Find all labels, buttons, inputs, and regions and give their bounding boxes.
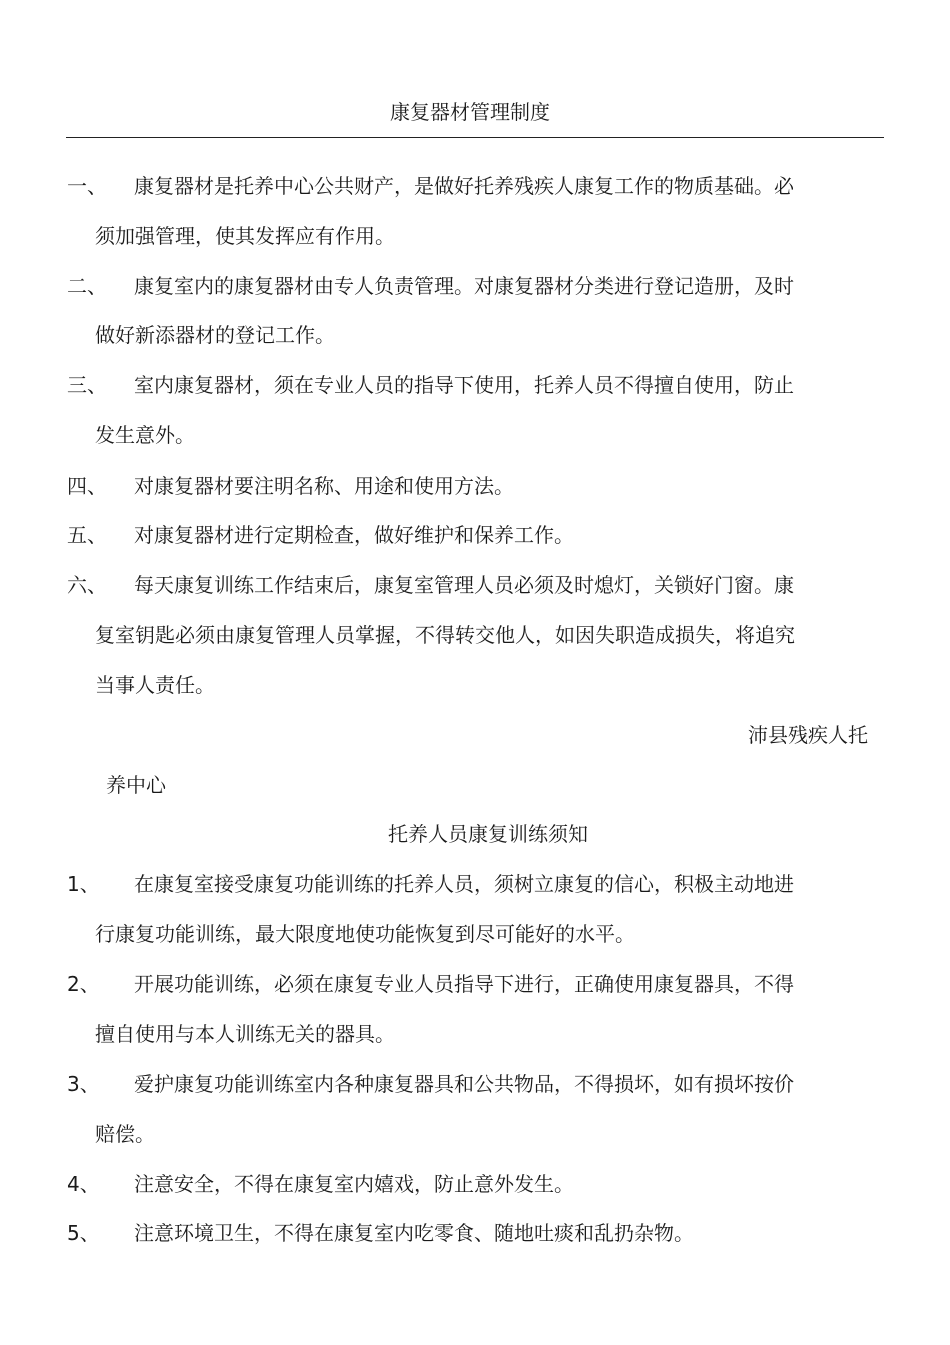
rule-text-continuation: 当事人责任。 (95, 673, 215, 697)
signature-organization: 沛县残疾人托 (748, 723, 868, 747)
rule-number: 四、 (67, 474, 107, 498)
notice-number: 5、 (67, 1221, 100, 1245)
rule-text: 每天康复训练工作结束后，康复室管理人员必须及时熄灯，关锁好门窗。康 (134, 573, 794, 597)
rule-text: 康复器材是托养中心公共财产，是做好托养残疾人康复工作的物质基础。必 (134, 174, 794, 198)
rule-text: 康复室内的康复器材由专人负责管理。对康复器材分类进行登记造册，及时 (134, 274, 794, 298)
notice-text-continuation: 行康复功能训练，最大限度地使功能恢复到尽可能好的水平。 (95, 922, 635, 946)
notice-text: 注意安全，不得在康复室内嬉戏，防止意外发生。 (134, 1172, 574, 1196)
notice-text: 在康复室接受康复功能训练的托养人员，须树立康复的信心，积极主动地进 (134, 872, 794, 896)
rule-text-continuation: 须加强管理，使其发挥应有作用。 (95, 224, 395, 248)
notice-number: 4、 (67, 1172, 100, 1196)
notice-text-continuation: 擅自使用与本人训练无关的器具。 (95, 1022, 395, 1046)
rule-number: 六、 (67, 573, 107, 597)
rule-text: 室内康复器材，须在专业人员的指导下使用，托养人员不得擅自使用，防止 (134, 373, 794, 397)
document-title: 康复器材管理制度 (390, 100, 550, 124)
rule-text: 对康复器材进行定期检查，做好维护和保养工作。 (134, 523, 574, 547)
rule-number: 五、 (67, 523, 107, 547)
notice-text-continuation: 赔偿。 (95, 1122, 155, 1146)
rule-text-continuation: 做好新添器材的登记工作。 (95, 323, 335, 347)
rule-text-continuation: 发生意外。 (95, 423, 195, 447)
rule-text: 对康复器材要注明名称、用途和使用方法。 (134, 474, 514, 498)
title-divider (66, 137, 884, 138)
rule-number: 二、 (67, 274, 107, 298)
notice-text: 开展功能训练，必须在康复专业人员指导下进行，正确使用康复器具，不得 (134, 972, 794, 996)
notice-number: 2、 (67, 972, 100, 996)
section-subtitle: 托养人员康复训练须知 (388, 822, 588, 846)
notice-text: 注意环境卫生，不得在康复室内吃零食、随地吐痰和乱扔杂物。 (134, 1221, 694, 1245)
notice-text: 爱护康复功能训练室内各种康复器具和公共物品，不得损坏，如有损坏按价 (134, 1072, 794, 1096)
notice-number: 1、 (67, 872, 100, 896)
signature-organization-cont: 养中心 (106, 773, 166, 797)
rule-text-continuation: 复室钥匙必须由康复管理人员掌握，不得转交他人，如因失职造成损失，将追究 (95, 623, 795, 647)
rule-number: 一、 (67, 174, 107, 198)
rule-number: 三、 (67, 373, 107, 397)
notice-number: 3、 (67, 1072, 100, 1096)
